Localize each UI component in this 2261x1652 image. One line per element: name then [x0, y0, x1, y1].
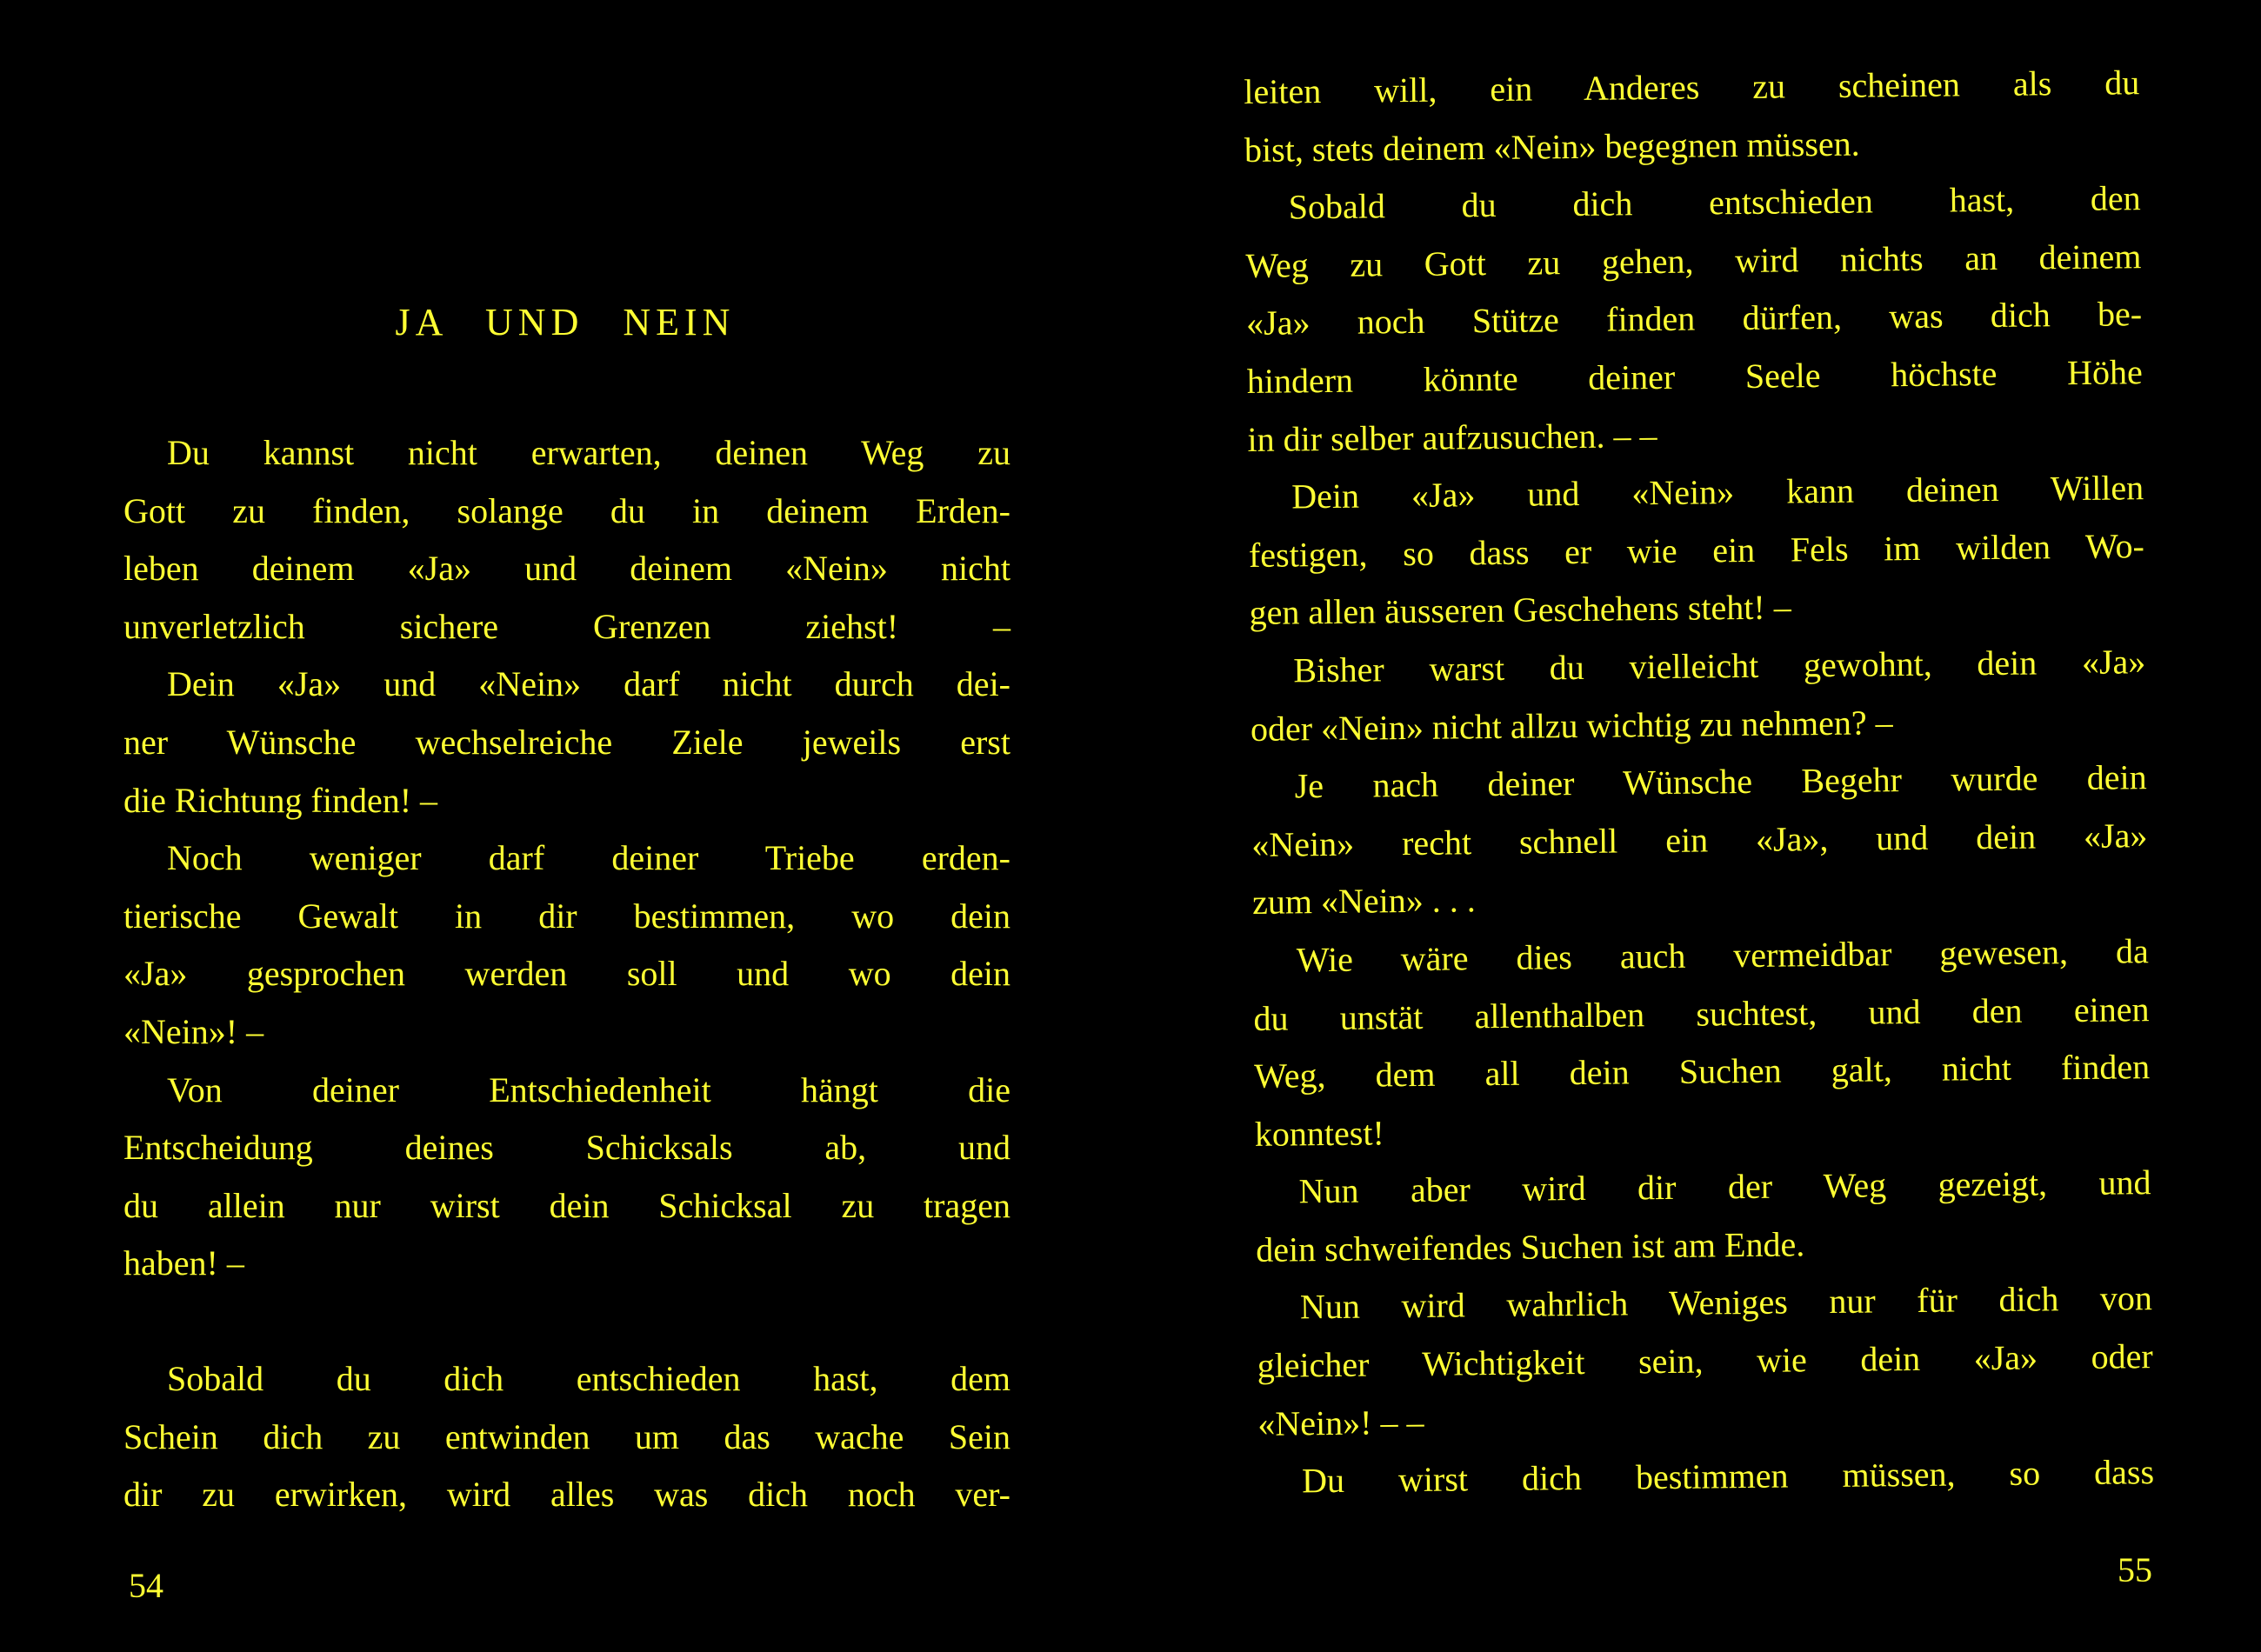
text-line: Entscheidung deines Schicksals ab, und	[123, 1128, 1010, 1168]
left-page	[0, 0, 1130, 1652]
right-page	[1130, 0, 2261, 1652]
text-line: Du kannst nicht erwarten, deinen Weg zu	[167, 433, 1010, 472]
text-line: Weg zu Gott zu gehen, wird nichts an deinem	[1245, 236, 2142, 285]
text-line: Sobald du dich entschieden hast, den	[1288, 178, 2141, 227]
text-line: Dein «Ja» und «Nein» darf nicht durch dei-	[167, 664, 1010, 704]
text-line: in dir selber aufzusuchen. – –	[1247, 415, 1657, 459]
text-line: dir zu erwirken, wird alles was dich noch ver-	[123, 1475, 1010, 1515]
text-line: «Nein»! – –	[1257, 1402, 1424, 1443]
text-line: tierische Gewalt in dir bestimmen, wo dein	[123, 896, 1010, 936]
text-line: «Ja» noch Stütze finden dürfen, was dich be-	[1245, 294, 2143, 343]
text-line: gen allen äusseren Geschehens steht! –	[1249, 587, 1791, 633]
text-line: hindern könnte deiner Seele höchste Höhe	[1246, 352, 2144, 401]
text-line: Du wirst dich bestimmen müssen, so dass	[1301, 1452, 2155, 1501]
left-paragraph-1	[123, 424, 1010, 1293]
text-line: oder «Nein» nicht allzu wichtig zu nehmen? –	[1250, 702, 1893, 749]
text-line: ner Wünsche wechselreiche Ziele jeweils erst	[123, 722, 1010, 762]
page-number-right: 55	[2118, 1550, 2152, 1589]
chapter-title: JA UND NEIN	[395, 301, 736, 343]
text-line: Wie wäre dies auch vermeidbar gewesen, da	[1296, 931, 2149, 980]
page-number-left: 54	[129, 1566, 163, 1605]
text-line: zum «Nein» . . .	[1251, 880, 1476, 923]
text-line: «Nein» recht schnell ein «Ja», und dein «Ja»	[1251, 815, 2148, 864]
text-line: «Ja» gesprochen werden soll und wo dein	[123, 954, 1010, 994]
text-line: Nun aber wird dir der Weg gezeigt, und	[1298, 1162, 2151, 1211]
text-line: Weg, dem all dein Suchen galt, nicht finden	[1253, 1047, 2151, 1096]
text-line: konntest!	[1254, 1113, 1384, 1154]
text-line: Nun wird wahrlich Weniges nur für dich von	[1299, 1278, 2153, 1327]
left-paragraph-2	[123, 1350, 1010, 1524]
text-line: Bisher warst du vielleicht gewohnt, dein «Ja»	[1293, 642, 2146, 690]
text-line: Von deiner Entschiedenheit hängt die	[167, 1069, 1010, 1109]
text-line: du allein nur wirst dein Schicksal zu tragen	[123, 1185, 1010, 1225]
text-line: «Nein»! –	[123, 1011, 264, 1051]
text-line: Schein dich zu entwinden um das wache Sein	[123, 1416, 1010, 1456]
text-line: dein schweifendes Suchen ist am Ende.	[1256, 1224, 1805, 1269]
text-line: Je nach deiner Wünsche Begehr wurde dein	[1294, 757, 2147, 806]
text-line: bist, stets deinem «Nein» begegnen müssen.	[1244, 123, 1860, 170]
text-line: du unstät allenthalben suchtest, und den einen	[1253, 989, 2150, 1038]
text-line: leiten will, ein Anderes zu scheinen als du	[1244, 63, 2140, 111]
text-line: die Richtung finden! –	[123, 780, 438, 820]
text-line: festigen, so dass er wie ein Fels im wilden Wo-	[1248, 525, 2145, 575]
text-line: Dein «Ja» und «Nein» kann deinen Willen	[1291, 468, 2144, 516]
text-line: Noch weniger darf deiner Triebe erden-	[167, 838, 1010, 878]
text-line: haben! –	[123, 1243, 244, 1283]
text-line: unverletzlich sichere Grenzen ziehst! –	[123, 606, 1010, 646]
text-line: Gott zu finden, solange du in deinem Erden-	[123, 490, 1010, 530]
text-line: gleicher Wichtigkeit sein, wie dein «Ja» oder	[1257, 1336, 2153, 1385]
text-line: leben deinem «Ja» und deinem «Nein» nicht	[123, 549, 1010, 589]
right-text	[1244, 54, 2154, 1511]
text-line: Sobald du dich entschieden hast, dem	[167, 1359, 1010, 1398]
